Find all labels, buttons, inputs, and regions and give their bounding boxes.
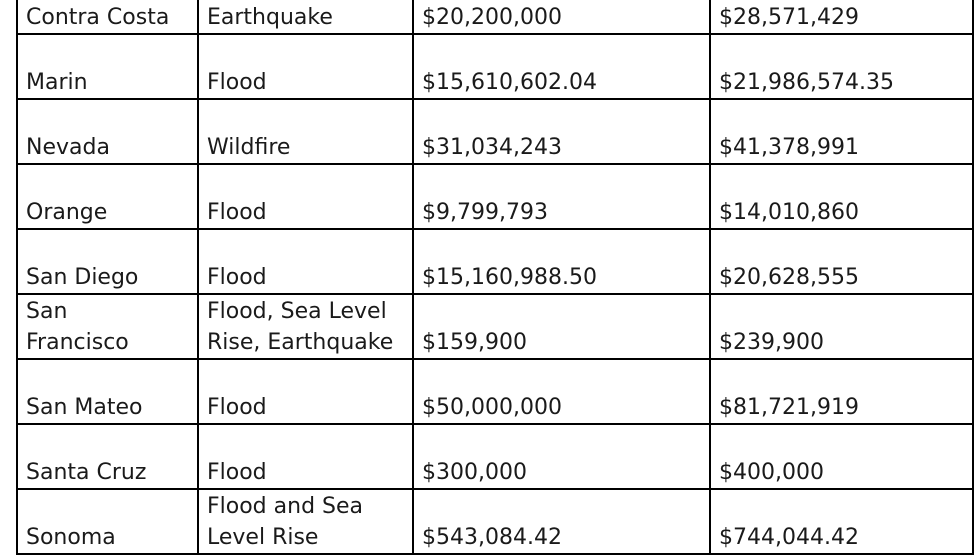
county-line: Contra Costa: [26, 5, 170, 30]
cost-cell: $50,000,000: [413, 359, 710, 424]
county-cell: [17, 424, 198, 489]
county-cell: [17, 359, 198, 424]
county-line: San Mateo: [26, 395, 143, 420]
hazard-cell: [198, 164, 413, 229]
hazard-cell: [198, 0, 413, 34]
total-cell: $21,986,574.35: [710, 34, 973, 99]
county-cell: [17, 229, 198, 294]
cost-cell: $31,034,243: [413, 99, 710, 164]
total-cell: $81,721,919: [710, 359, 973, 424]
county-line: Marin: [26, 70, 88, 95]
hazard-cell: [198, 424, 413, 489]
county-cell: [17, 164, 198, 229]
cost-cell: $15,160,988.50: [413, 229, 710, 294]
county-line: San: [26, 299, 68, 324]
cost-cell: $9,799,793: [413, 164, 710, 229]
hazard-cell: [198, 99, 413, 164]
county-line: Orange: [26, 200, 108, 225]
county-cell: [17, 294, 198, 359]
cost-cell: $20,200,000: [413, 0, 710, 34]
county-cell: [17, 99, 198, 164]
hazard-line: Flood, Sea Level: [207, 299, 387, 324]
hazard-cell: [198, 229, 413, 294]
total-cell: $744,044.42: [710, 489, 973, 554]
table-row: [17, 359, 973, 424]
table-row: [17, 164, 973, 229]
hazard-line: Earthquake: [207, 5, 333, 30]
table-row: [17, 99, 973, 164]
hazard-line: Flood: [207, 200, 267, 225]
total-cell: $400,000: [710, 424, 973, 489]
county-cell: [17, 34, 198, 99]
hazard-line: Flood and Sea: [207, 494, 364, 519]
hazard-line: Level Rise: [207, 525, 319, 550]
table-body: [17, 0, 973, 554]
hazard-line: Flood: [207, 70, 267, 95]
county-line: Francisco: [26, 330, 129, 355]
table-row: [17, 489, 973, 554]
hazard-line: Flood: [207, 265, 267, 290]
table-row: [17, 294, 973, 359]
table-row: [17, 34, 973, 99]
table-row: [17, 424, 973, 489]
hazard-line: Flood: [207, 460, 267, 485]
hazard-line: Wildfire: [207, 135, 291, 160]
county-line: Sonoma: [26, 525, 116, 550]
cost-cell: $543,084.42: [413, 489, 710, 554]
county-line: Nevada: [26, 135, 110, 160]
cost-cell: $15,610,602.04: [413, 34, 710, 99]
hazard-cost-table: [16, 0, 974, 555]
county-cell: [17, 489, 198, 554]
total-cell: $41,378,991: [710, 99, 973, 164]
county-line: San Diego: [26, 265, 139, 290]
hazard-line: Rise, Earthquake: [207, 330, 394, 355]
total-cell: $28,571,429: [710, 0, 973, 34]
table-row: [17, 229, 973, 294]
table-row: [17, 0, 973, 34]
cost-cell: $159,900: [413, 294, 710, 359]
county-cell: [17, 0, 198, 34]
total-cell: $14,010,860: [710, 164, 973, 229]
total-cell: $239,900: [710, 294, 973, 359]
hazard-cell: [198, 294, 413, 359]
county-line: Santa Cruz: [26, 460, 147, 485]
hazard-cell: [198, 489, 413, 554]
hazard-line: Flood: [207, 395, 267, 420]
total-cell: $20,628,555: [710, 229, 973, 294]
hazard-cell: [198, 34, 413, 99]
hazard-cell: [198, 359, 413, 424]
cost-cell: $300,000: [413, 424, 710, 489]
